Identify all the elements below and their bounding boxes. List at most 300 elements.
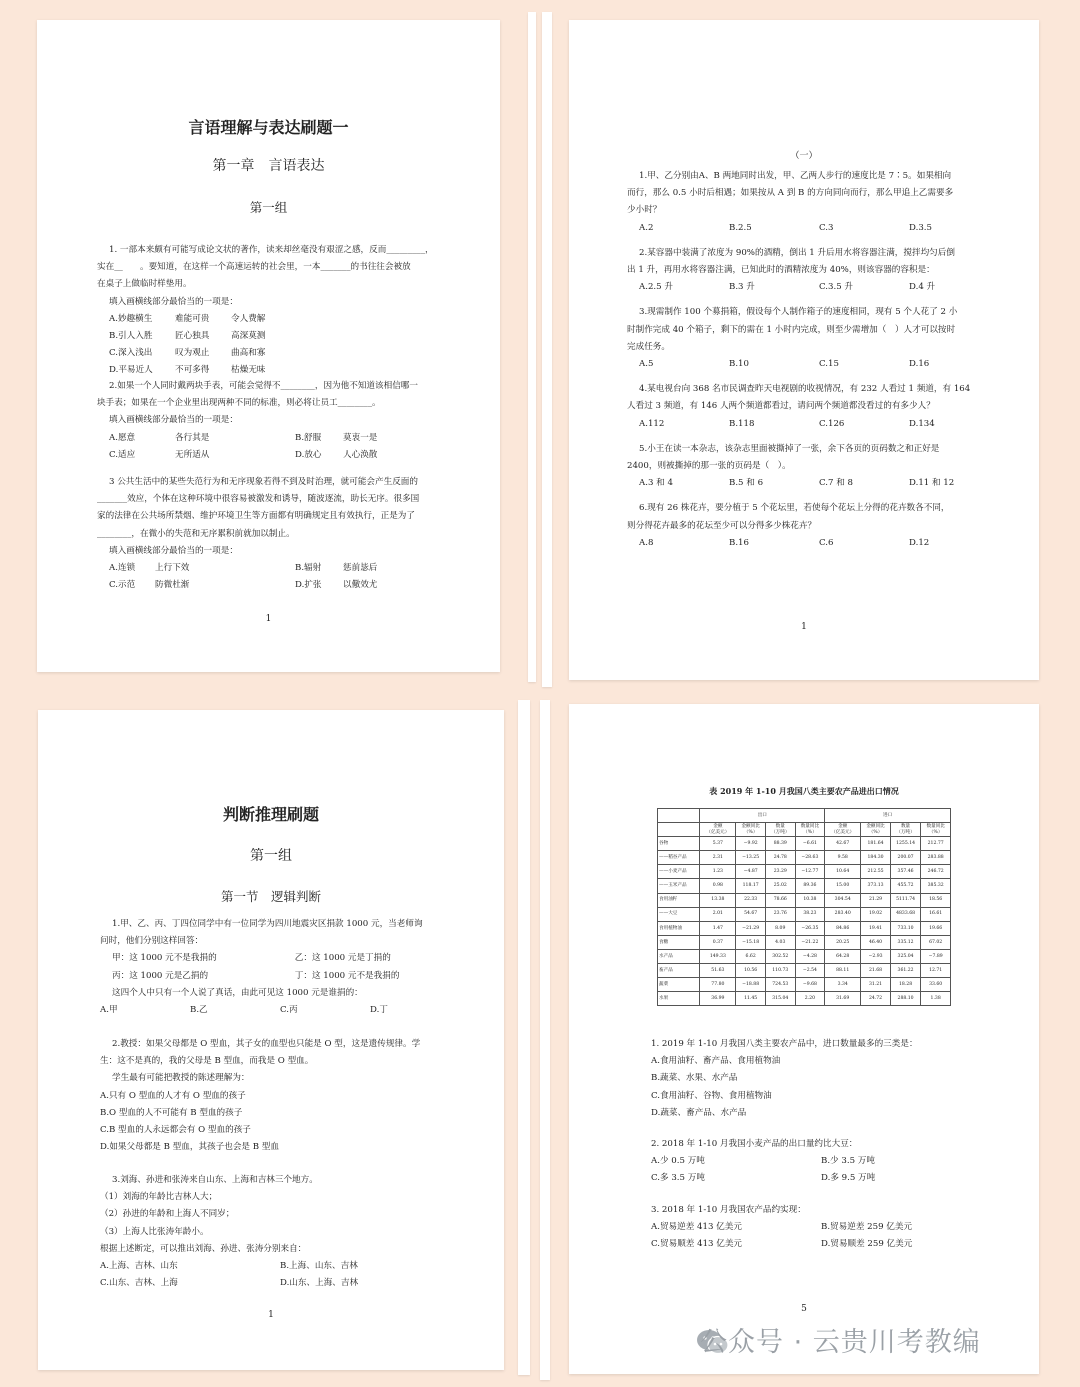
option-text: 莫衷一是 <box>343 432 378 443</box>
option-row <box>100 1275 460 1292</box>
table-cell: 118.17 <box>736 879 766 893</box>
header-line: 金额同比 <box>741 824 760 830</box>
table-row <box>658 978 951 992</box>
table-cell: 88.11 <box>825 964 861 978</box>
table-col-header <box>921 823 951 837</box>
option-text: B.蔬菜、水果、水产品 <box>651 1073 738 1084</box>
table-row <box>658 851 951 865</box>
option-text: D.丁 <box>370 1005 388 1016</box>
option-text: D.平易近人 <box>109 365 153 376</box>
table-title: 表 2019 年 1-10 月我国八类主要农产品进出口情况 <box>709 786 899 796</box>
table-cell: 食用油籽 <box>658 893 700 907</box>
header-unit: （亿美元） <box>831 829 855 835</box>
question-2: 2.如果一个人同时戴两块手表，可能会觉得不________，因为他不知道该相信哪一 块手表；如果在一个企业里出现两种不同的标准，则必将让员工________。 填入画横线部分最恰当的一项是： A.愿意 各行其是 B.舒服 莫衷一是 C.适应 无所适从 D.放心 人心涣散 <box>97 378 457 464</box>
table-cell: 6.62 <box>736 949 766 963</box>
statement-list <box>100 950 460 984</box>
option-text: D.134 <box>909 418 935 429</box>
option-row <box>97 560 457 577</box>
table-cell: 1255.14 <box>890 837 920 851</box>
option-text: B.贸易逆差 259 亿美元 <box>821 1222 913 1233</box>
question-1: 1. 一部本来颇有可能写成论文状的著作，读来却丝毫没有艰涩之感，反而_________， 实在__ 。要知道，在这样一个高速运转的社会里，一本_______的书往往会被放 在桌子上做临时样垫用。 填入画横线部分最恰当的一项是： A.妙趣横生 难能可贵 令人费解 B.引人入胜 匠心独具 高深莫测 C.深入浅出 叹为观止 曲高和寡 D.平易近人 不可多得 枯燥无味 <box>97 242 457 380</box>
table-col-header <box>736 823 766 837</box>
option-text: B.少 3.5 万吨 <box>821 1156 875 1167</box>
header-unit: （%） <box>928 829 943 835</box>
option-text: D.扩张 <box>295 580 322 591</box>
table-cell: 水产品 <box>658 949 700 963</box>
option-row <box>627 416 987 433</box>
option-text: A.8 <box>639 537 654 548</box>
table-header-row <box>658 823 951 837</box>
option-text: 乙：这 1000 元是丁捐的 <box>294 953 391 964</box>
table-cell: 22.33 <box>736 893 766 907</box>
question-1: 1.甲、乙、丙、丁四位同学中有一位同学为四川地震灾区捐款 1000 元，当老师询 问时，他们分别这样回答： 甲：这 1000 元不是我捐的 乙：这 1000 元是丁捐的 丙：这 1000 元是乙捐的 丁：这 1000 元不是我捐的 这四个人中只有一个人说了真话，由此可见这 1000 元是谁捐的： A.甲 B.乙 C.丙 D.丁 <box>100 916 460 1019</box>
option-text: A.食用油籽、畜产品、食用植物油 <box>651 1056 781 1067</box>
question-text: 出 1 升，再用水将容器注满，已知此时的酒精浓度为 40%，则该容器的容积是： <box>627 265 935 276</box>
option-text: D.蔬菜、畜产品、水产品 <box>651 1107 747 1118</box>
option-text: 丙：这 1000 元是乙捐的 <box>112 970 209 981</box>
table-cell: 31.21 <box>861 978 891 992</box>
page-title: 言语理解与表达刷题一 <box>188 118 349 137</box>
table-cell: 18.28 <box>890 978 920 992</box>
option-text: A.112 <box>639 418 665 429</box>
page-stack-edge <box>518 700 530 1375</box>
option-row <box>100 1258 460 1275</box>
table-cell: 184.30 <box>861 851 891 865</box>
option-list <box>100 1258 460 1292</box>
option-text: A.3 和 4 <box>639 478 673 489</box>
group-heading: 第一组 <box>250 848 292 864</box>
page-stack-edge <box>542 12 552 687</box>
table-cell: 2.20 <box>795 992 825 1006</box>
table-cell: 2.31 <box>700 851 736 865</box>
table-cell: 19.02 <box>861 907 891 921</box>
question-text: 完成任务。 <box>627 341 670 352</box>
option-text: A.甲 <box>100 1005 118 1016</box>
table-cell: 212.77 <box>921 837 951 851</box>
option-text: D.16 <box>909 359 930 370</box>
table-cell: 89.36 <box>795 879 825 893</box>
option-text: 以儆效尤 <box>343 580 378 591</box>
option-text: A.只有 O 型血的人才有 O 型血的孩子 <box>100 1090 246 1101</box>
table-cell: 19.41 <box>861 921 891 935</box>
table-header-row <box>658 809 951 823</box>
option-text: D.4 升 <box>909 282 936 293</box>
option-text: D.11 和 12 <box>909 478 955 489</box>
table-row <box>658 893 951 907</box>
option-text: B.10 <box>729 359 749 370</box>
table-row <box>658 879 951 893</box>
table-cell: 10.56 <box>736 964 766 978</box>
table-row <box>658 921 951 935</box>
table-cell: 食糖 <box>658 935 700 949</box>
option-text: A.贸易逆差 413 亿美元 <box>651 1222 742 1233</box>
option-list <box>97 560 457 594</box>
table-cell: ——稻谷产品 <box>658 851 700 865</box>
option-text: 上行下效 <box>155 563 190 574</box>
trade-table <box>657 808 951 1006</box>
question-block <box>627 304 987 373</box>
table-cell: 33.60 <box>921 978 951 992</box>
table-col-header <box>825 823 861 837</box>
table-cell: 25.02 <box>765 879 795 893</box>
option-text: 甲：这 1000 元不是我捐的 <box>112 953 217 964</box>
header-line: 金额 <box>713 824 723 830</box>
option-list <box>97 430 457 464</box>
option-text: 枯燥无味 <box>231 365 266 376</box>
header-line: 数量同比 <box>800 824 820 830</box>
table-cell: 373.13 <box>861 879 891 893</box>
section-header: （一） <box>790 151 818 161</box>
question-text: 5.小王在读一本杂志，该杂志里面被撕掉了一张，余下各页的页码数之和正好是 <box>639 443 940 454</box>
page-title: 判断推理刷题 <box>222 805 319 824</box>
table-cell: 357.46 <box>890 865 920 879</box>
table-cell: 9.58 <box>825 851 861 865</box>
chapter-heading: 第一章 言语表达 <box>212 158 325 174</box>
table-col-header <box>795 823 825 837</box>
table-cell: −15.18 <box>736 935 766 949</box>
option-list <box>651 1219 991 1253</box>
table-cell: 0.98 <box>700 879 736 893</box>
question-text: 人看过 3 频道，有 146 人两个频道都看过，请问两个频道都没看过的有多少人？ <box>627 401 935 412</box>
option-text: C.15 <box>819 359 839 370</box>
option-text: 难能可贵 <box>175 313 210 324</box>
option-text: D.放心 <box>295 449 322 460</box>
table-cell: 283.88 <box>921 851 951 865</box>
condition-text: （3）上海人比张涛年龄小。 <box>100 1226 209 1237</box>
table-cell: 31.69 <box>825 992 861 1006</box>
table-cell: 13.38 <box>700 893 736 907</box>
header-unit: （万吨） <box>896 829 915 835</box>
table-cell: 18.56 <box>921 893 951 907</box>
option-text: B.辐射 <box>295 563 322 574</box>
question-text: 而行，那么 0.5 小时后相遇；如果按从 A 到 B 的方向同向而行，那么甲追上乙需要多 <box>627 188 954 199</box>
table-cell: ——小麦产品 <box>658 865 700 879</box>
table-cell: 1.38 <box>921 992 951 1006</box>
table-cell: 20.25 <box>825 935 861 949</box>
option-row <box>100 1002 460 1019</box>
option-row <box>651 1219 991 1236</box>
header-line: 数量同比 <box>926 824 945 830</box>
table-cell: 11.45 <box>736 992 766 1006</box>
option-text: 防微杜渐 <box>155 580 190 591</box>
table-group-header: 进口 <box>825 809 951 823</box>
option-text: D.贸易顺差 259 亿美元 <box>821 1239 913 1250</box>
option-row <box>97 345 457 362</box>
question-text: 6.现有 26 株花卉，要分植于 5 个花坛里，若使每个花坛上分得的花卉数各不同， <box>639 503 950 514</box>
table-cell: −7.89 <box>921 949 951 963</box>
option-text: 人心涣散 <box>343 449 378 460</box>
page-number: 5 <box>801 1304 807 1314</box>
table-cell: 77.80 <box>700 978 736 992</box>
table-cell: 24.78 <box>765 851 795 865</box>
table-cell: 蔬菜 <box>658 978 700 992</box>
option-text: C.6 <box>819 537 834 548</box>
option-text: C.B 型血的人永远都会有 O 型血的孩子 <box>100 1125 251 1136</box>
table-cell: 15.00 <box>825 879 861 893</box>
option-text: 高深莫测 <box>231 331 266 342</box>
table-cell: −21.29 <box>736 921 766 935</box>
header-unit: （%） <box>803 829 817 835</box>
option-row <box>627 356 987 373</box>
option-row <box>97 577 457 594</box>
option-text: B.引人入胜 <box>109 331 153 342</box>
section-heading: 第一节 逻辑判断 <box>220 889 321 904</box>
table-cell: 212.55 <box>861 865 891 879</box>
page-verbal-comprehension <box>37 20 500 672</box>
option-row <box>100 950 460 967</box>
option-text: B.舒服 <box>295 432 322 443</box>
table-cell: 64.28 <box>825 949 861 963</box>
page-stack-edge <box>528 12 536 682</box>
option-list <box>651 1053 991 1122</box>
table-cell: 10.38 <box>795 893 825 907</box>
option-row <box>627 279 987 296</box>
table-cell: 4.03 <box>765 935 795 949</box>
option-text: B.3 升 <box>729 282 755 293</box>
table-cell: 302.52 <box>765 949 795 963</box>
table-cell: −21.22 <box>795 935 825 949</box>
option-text: 不可多得 <box>175 365 210 376</box>
table-cell: 84.86 <box>825 921 861 935</box>
table-cell: 325.04 <box>890 949 920 963</box>
option-text: A.愿意 <box>109 432 136 443</box>
option-row <box>97 311 457 328</box>
option-text: 叹为观止 <box>175 348 210 359</box>
question-text: 4.某电视台向 368 名市民调查昨天电视剧的收视情况，有 232 人看过 1 频道，有 164 <box>639 384 971 395</box>
option-text: 匠心独具 <box>175 331 210 342</box>
option-text: C.7 和 8 <box>819 478 853 489</box>
question-text: 则分得花卉最多的花坛至少可以分得多少株花卉？ <box>627 520 817 531</box>
page-number: 1 <box>265 614 272 624</box>
option-list <box>100 1002 460 1019</box>
option-text: D.多 9.5 万吨 <box>821 1173 876 1184</box>
table-cell: 181.64 <box>861 837 891 851</box>
option-text: A.妙趣横生 <box>109 313 153 324</box>
group-heading: 第一组 <box>249 200 288 215</box>
table-cell: 246.72 <box>921 865 951 879</box>
question-3: 3. 2018 年 1-10 月我国农产品约实现： A.贸易逆差 413 亿美元 B.贸易逆差 259 亿美元 C.贸易顺差 413 亿美元 D.贸易顺差 259 亿美元 <box>651 1202 991 1254</box>
option-row <box>97 328 457 345</box>
table-cell: 24.72 <box>861 992 891 1006</box>
option-text: A.少 0.5 万吨 <box>651 1156 705 1167</box>
table-cell: 724.53 <box>765 978 795 992</box>
table-col-header <box>765 823 795 837</box>
option-text: 丁：这 1000 元不是我捐的 <box>294 970 400 981</box>
table-cell: 5111.74 <box>890 893 920 907</box>
question-text: 1.甲、乙分别由A、B 两地同时出发，甲、乙两人步行的速度比是 7∶5。如果相向 <box>639 171 952 181</box>
table-row <box>658 907 951 921</box>
table-cell: 5.37 <box>700 837 736 851</box>
option-row <box>651 1170 991 1187</box>
table-cell: 食用植物油 <box>658 921 700 935</box>
option-text: B.2.5 <box>729 222 752 233</box>
option-text: B.5 和 6 <box>729 478 764 489</box>
option-text: B.乙 <box>190 1005 208 1016</box>
question-text: 3.现需制作 100 个募捐箱，假设每个人制作箱子的速度相同，现有 5 个人花了 2 小 <box>639 307 958 318</box>
option-text: C.食用油籽、谷物、食用植物油 <box>651 1090 772 1101</box>
page-data-analysis <box>569 704 1039 1374</box>
header-line: 数量 <box>775 824 785 830</box>
option-text: D.12 <box>909 537 930 548</box>
table-corner-cell <box>658 823 700 837</box>
option-text: B.O 型血的人不可能有 B 型血的孩子 <box>100 1107 243 1118</box>
option-text: B.118 <box>729 418 755 429</box>
table-cell: ——玉米产品 <box>658 879 700 893</box>
page-number: 1 <box>801 622 807 632</box>
table-cell: −9.92 <box>736 837 766 851</box>
table-row <box>658 935 951 949</box>
option-text: C.示范 <box>109 580 136 591</box>
question-block <box>627 500 987 552</box>
table-cell: 67.02 <box>921 935 951 949</box>
table-cell: 315.04 <box>765 992 795 1006</box>
header-line: 金额同比 <box>866 824 885 830</box>
option-text: B.16 <box>729 537 749 548</box>
table-cell: 288.10 <box>890 992 920 1006</box>
page-quantitative <box>569 20 1039 680</box>
option-row <box>97 430 457 447</box>
option-text: 无所适从 <box>175 449 210 460</box>
table-cell: −4.87 <box>736 865 766 879</box>
option-text: A.2 <box>639 222 654 233</box>
question-block <box>627 441 987 493</box>
condition-text: （1）刘海的年龄比吉林人大； <box>100 1192 218 1203</box>
table-cell: 10.64 <box>825 865 861 879</box>
table-cell: −6.61 <box>795 837 825 851</box>
table-col-header <box>700 823 736 837</box>
question-3: 3 公共生活中的某些失范行为和无序现象若得不到及时治理，就可能会产生反面的 _______效应，个体在这种环境中很容易被激发和诱导，随波逐流，助长无序。很多国 家的法律在公共场所禁烟、维护环境卫生等方面都有明确规定且有效执行，正是为了 ________，在微小的失范和无序累积前就加以制止。 填入画横线部分最恰当的一项是： A.连锁 上行下效 B.辐射 惩前毖后 C.示范 防微杜渐 D.扩张 以儆效尤 <box>97 474 457 594</box>
option-text: B.上海、山东、吉林 <box>280 1261 358 1272</box>
table-cell: 42.67 <box>825 837 861 851</box>
table-cell: 283.40 <box>825 907 861 921</box>
table-cell: 水果 <box>658 992 700 1006</box>
table-cell: 78.66 <box>765 893 795 907</box>
table-row <box>658 949 951 963</box>
table-cell: 335.12 <box>890 935 920 949</box>
watermark-text: 公众号 · 云贵川考教编 <box>700 1327 981 1358</box>
option-text: A.2.5 升 <box>639 282 673 293</box>
table-cell: −28.63 <box>795 851 825 865</box>
header-line: 金额 <box>838 824 848 830</box>
option-text: C.多 3.5 万吨 <box>651 1173 705 1184</box>
header-unit: （%） <box>868 829 883 835</box>
question-text: 时制作完成 40 个箱子，剩下的需在 1 小时内完成，则至少需增加（ ）人才可以按时 <box>627 324 956 335</box>
header-line: 数量 <box>900 824 911 830</box>
option-text: A.连锁 <box>109 563 136 574</box>
option-text: D.3.5 <box>909 222 932 233</box>
table-cell: 23.76 <box>765 907 795 921</box>
option-text: C.126 <box>819 418 845 429</box>
option-text: A.上海、吉林、山东 <box>100 1261 178 1272</box>
condition-list <box>100 1189 460 1241</box>
condition-text: （2）孙进的年龄和上海人不同岁； <box>100 1209 235 1220</box>
table-cell: 304.54 <box>825 893 861 907</box>
option-text: D.如果父母都是 B 型血，其孩子也会是 B 型血 <box>100 1142 279 1153</box>
question-text: 2400，则被撕掉的那一张的页码是（ ）。 <box>627 461 791 472</box>
option-row <box>97 447 457 464</box>
table-cell: 385.32 <box>921 879 951 893</box>
option-row <box>627 475 987 492</box>
table-cell: 8.09 <box>765 921 795 935</box>
page-number: 1 <box>268 1310 274 1320</box>
table-cell: 谷物 <box>658 837 700 851</box>
table-row <box>658 837 951 851</box>
question-2: 2.教授：如果父母都是 O 型血，其子女的血型也只能是 O 型，这是遗传规律。学 生：这不是真的，我的父母是 B 型血，而我是 O 型血。 学生最有可能把教授的陈述理解为： A.只有 O 型血的人才有 O 型血的孩子 B.O 型血的人不可能有 B 型血的孩子 C.B 型血的人永远都会有 O 型血的孩子 D.如果父母都是 B 型血，其孩子也会是 B 型血 <box>100 1036 460 1156</box>
table-cell: −26.35 <box>795 921 825 935</box>
table-cell: 23.29 <box>765 865 795 879</box>
table-cell: 46.40 <box>861 935 891 949</box>
table-cell: 16.61 <box>921 907 951 921</box>
table-cell: −13.25 <box>736 851 766 865</box>
table-cell: 88.39 <box>765 837 795 851</box>
table-cell: 54.67 <box>736 907 766 921</box>
option-list <box>100 1088 460 1157</box>
page-stack-edge <box>540 700 550 1380</box>
table-cell: 1.47 <box>700 921 736 935</box>
table-row <box>658 992 951 1006</box>
table-cell: 0.37 <box>700 935 736 949</box>
option-row <box>651 1236 991 1253</box>
table-cell: −18.88 <box>736 978 766 992</box>
question-list <box>627 168 987 552</box>
option-text: C.3 <box>819 222 834 233</box>
question-block <box>627 245 987 297</box>
header-unit: （亿美元） <box>706 829 730 835</box>
table-cell: −4.28 <box>795 949 825 963</box>
table-cell: 1.23 <box>700 865 736 879</box>
table-row <box>658 865 951 879</box>
table-cell: 733.10 <box>890 921 920 935</box>
table-cell: 51.63 <box>700 964 736 978</box>
question-1: 1. 2019 年 1-10 月我国八类主要农产品中，进口数量最多的三类是： A.食用油籽、畜产品、食用植物油 B.蔬菜、水果、水产品 C.食用油籽、谷物、食用植物油 D.蔬菜、畜产品、水产品 <box>651 1036 991 1122</box>
table-cell: 2.01 <box>700 907 736 921</box>
option-text: C.深入浅出 <box>109 348 153 359</box>
table-cell: 38.23 <box>795 907 825 921</box>
table-cell: −12.77 <box>795 865 825 879</box>
question-text: 少小时？ <box>627 205 662 216</box>
option-text: C.丙 <box>280 1005 298 1016</box>
option-row <box>100 968 460 985</box>
header-unit: （万吨） <box>771 829 790 835</box>
table-cell: ——大豆 <box>658 907 700 921</box>
option-text: D.山东、上海、吉林 <box>280 1278 359 1289</box>
table-cell: 21.68 <box>861 964 891 978</box>
table-cell: 36.99 <box>700 992 736 1006</box>
option-list <box>651 1153 991 1187</box>
option-text: C.山东、吉林、上海 <box>100 1278 178 1289</box>
question-block <box>627 381 987 433</box>
option-list <box>97 311 457 380</box>
table-cell: −2.54 <box>795 964 825 978</box>
table-col-header <box>861 823 891 837</box>
table-cell: 4833.68 <box>890 907 920 921</box>
table-cell: 455.72 <box>890 879 920 893</box>
question-block <box>627 168 987 237</box>
table-corner-cell <box>658 809 700 823</box>
option-row <box>627 535 987 552</box>
option-text: 惩前毖后 <box>343 563 378 574</box>
page-logic-reasoning <box>38 710 504 1370</box>
table-cell: 19.66 <box>921 921 951 935</box>
table-cell: 畜产品 <box>658 964 700 978</box>
table-col-header <box>890 823 920 837</box>
option-text: 曲高和寡 <box>231 348 266 359</box>
option-text: C.适应 <box>109 449 136 460</box>
table-cell: −9.68 <box>795 978 825 992</box>
question-2: 2. 2018 年 1-10 月我国小麦产品的出口量约比大豆： A.少 0.5 万吨 B.少 3.5 万吨 C.多 3.5 万吨 D.多 9.5 万吨 <box>651 1136 991 1188</box>
header-unit: （%） <box>743 829 758 835</box>
table-row <box>658 964 951 978</box>
